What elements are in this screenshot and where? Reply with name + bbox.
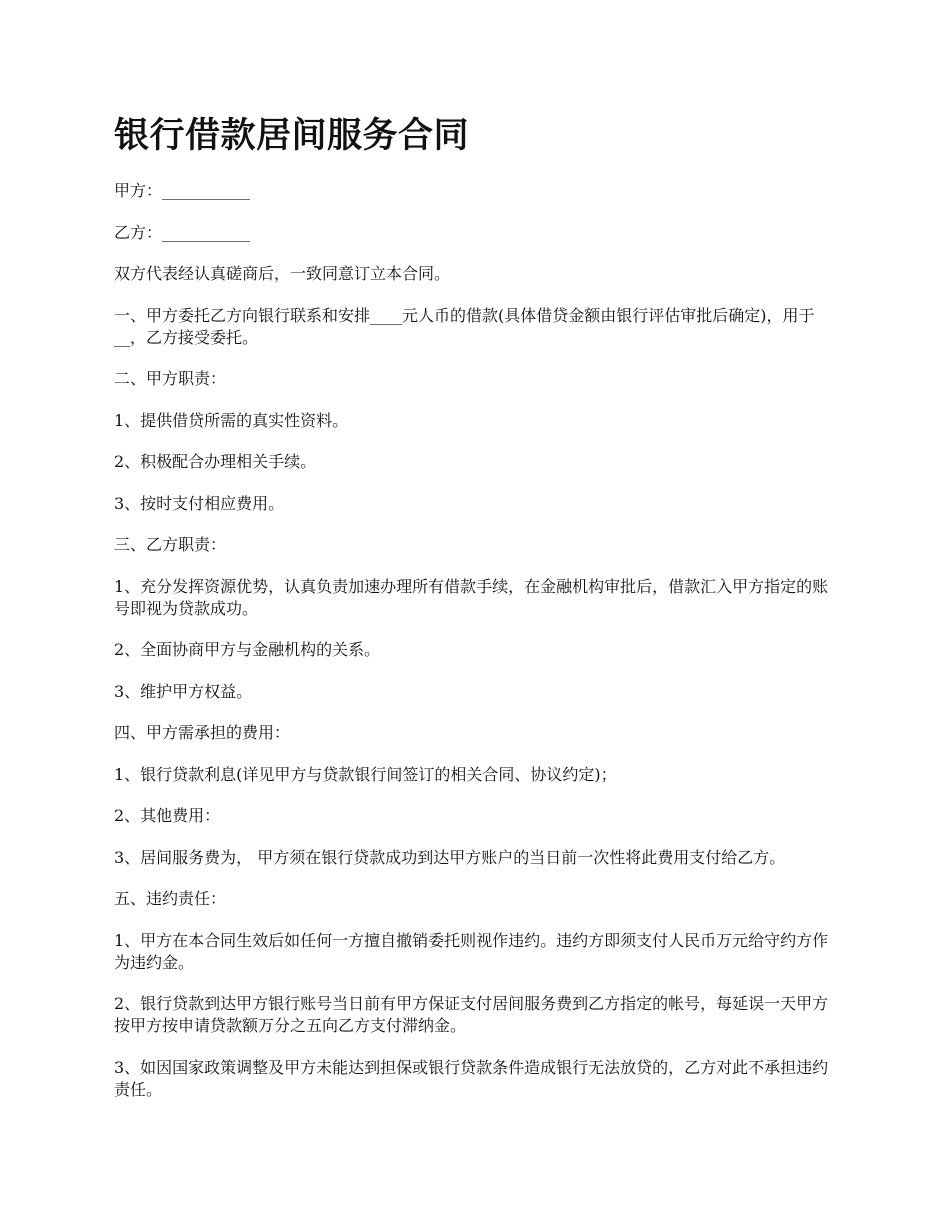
list-item: 2、其他费用： <box>114 806 221 825</box>
party-b-line: 乙方：___________ <box>114 222 251 242</box>
section-heading-party-a-duties: 二、甲方职责： <box>114 369 227 388</box>
intro-paragraph: 双方代表经认真磋商后，一致同意订立本合同。 <box>114 264 451 283</box>
section-heading-party-b-duties: 三、乙方职责： <box>114 535 227 554</box>
list-item: 3、按时支付相应费用。 <box>114 493 285 513</box>
list-item: 2、银行贷款到达甲方银行账号当日前有甲方保证支付居间服务费到乙方指定的帐号，每延误一天甲方按甲方按申请贷款额万分之五向乙方支付滞纳金。 <box>114 994 829 1035</box>
list-item: 1、甲方在本合同生效后如任何一方擅自撤销委托则视作违约。违约方即须支付人民币万元给守约方作为违约金。 <box>114 930 829 972</box>
party-a-line: 甲方：___________ <box>114 181 251 200</box>
section-heading-fees: 四、甲方需承担的费用： <box>114 723 291 742</box>
list-item: 3、维护甲方权益。 <box>114 681 253 701</box>
section-heading-breach: 五、违约责任： <box>114 889 227 908</box>
document-title: 银行借款居间服务合同 <box>114 116 470 156</box>
clause-1-text: 一、甲方委托乙方向银行联系和安排____元人币的借款(具体借贷金额由银行评估审批后确定)，用于__，乙方接受委托。 <box>114 305 815 347</box>
list-item: 3、居间服务费为， 甲方须在银行贷款成功到达甲方账户的当日前一次性将此费用支付给乙方。 <box>114 847 786 867</box>
list-item: 1、充分发挥资源优势，认真负责加速办理所有借款手续，在金融机构审批后，借款汇入甲方指定的账号即视为贷款成功。 <box>114 576 829 618</box>
list-item: 2、全面协商甲方与金融机构的关系。 <box>114 640 381 659</box>
list-item: 1、银行贷款利息(详见甲方与贷款银行间签订的相关合同、协议约定)； <box>114 764 617 784</box>
list-item: 1、提供借贷所需的真实性资料。 <box>114 410 349 430</box>
document-page <box>114 112 836 1120</box>
list-item: 2、积极配合办理相关手续。 <box>114 452 317 471</box>
list-item: 3、如因国家政策调整及甲方未能达到担保或银行贷款条件造成银行无法放贷的，乙方对此不承担违约责任。 <box>114 1057 829 1099</box>
